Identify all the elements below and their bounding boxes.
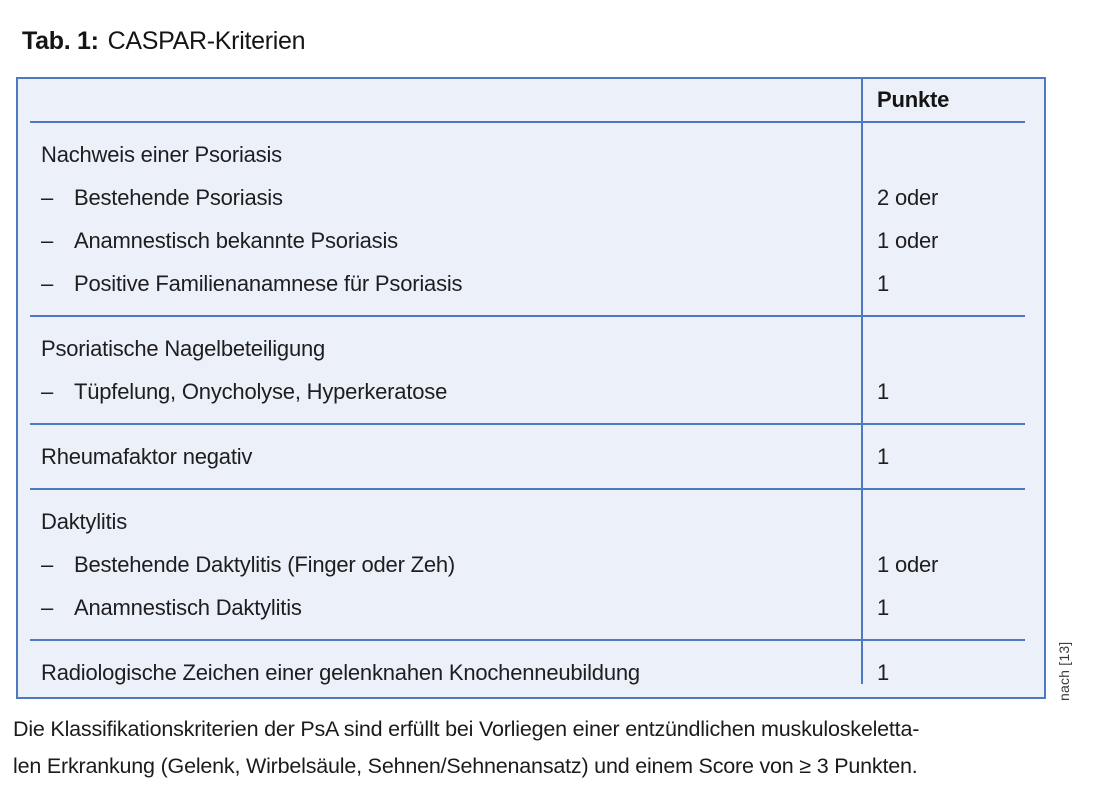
table-section [18, 123, 1044, 315]
table-row [18, 543, 1044, 586]
row-points: 2 oder [877, 184, 939, 210]
table-header-row [18, 79, 1044, 121]
row-label-text: Nachweis einer Psoriasis [41, 141, 282, 167]
row-points: 1 [877, 443, 890, 469]
table-body [18, 123, 1044, 699]
row-label-text: Rheumafaktor negativ [41, 443, 253, 469]
row-label-text: Radiologische Zeichen einer gelenknahen Knochenneubildung [41, 659, 640, 685]
table-row [18, 176, 1044, 219]
row-points: 1 oder [877, 551, 939, 577]
column-divider-line [861, 79, 863, 684]
table-caption [22, 27, 305, 56]
dash-mark: – [41, 378, 54, 404]
row-label-text: Anamnestisch Daktylitis [74, 594, 302, 620]
row-label [18, 379, 861, 405]
table-row [18, 651, 1044, 694]
table-row [18, 586, 1044, 629]
dash-mark: – [41, 184, 54, 210]
dash-mark: – [41, 270, 54, 296]
row-label [18, 185, 861, 211]
table-section [18, 317, 1044, 423]
row-label-text: Psoriatische Nagelbeteiligung [41, 335, 326, 361]
source-note: nach [13] [1056, 641, 1072, 701]
row-label [18, 595, 861, 621]
table-row [18, 435, 1044, 478]
footnote-line-1: Die Klassifikationskriterien der PsA sind erfüllt bei Vorliegen einer entzündlichen muskuloskeletta- [13, 717, 920, 741]
row-label-text: Daktylitis [41, 508, 128, 534]
caspar-criteria-table [16, 77, 1046, 699]
table-caption-title: CASPAR-Kriterien [107, 27, 306, 55]
row-points: 1 [877, 594, 890, 620]
dash-mark: – [41, 551, 54, 577]
table-row [18, 133, 1044, 176]
footnote-line-2: len Erkrankung (Gelenk, Wirbelsäule, Sehnen/Sehnenansatz) und einem Score von ≥ 3 Punkten. [13, 754, 918, 778]
points-column-header: Punkte [877, 87, 950, 112]
row-label [18, 552, 861, 578]
table-row [18, 327, 1044, 370]
table-row [18, 370, 1044, 413]
row-label-text: Anamnestisch bekannte Psoriasis [74, 227, 398, 253]
table-section [18, 425, 1044, 488]
table-row [18, 262, 1044, 305]
row-label [18, 271, 861, 297]
row-points: 1 [877, 659, 890, 685]
row-label [18, 336, 861, 362]
table-section [18, 490, 1044, 639]
row-label [18, 509, 861, 535]
row-label-text: Tüpfelung, Onycholyse, Hyperkeratose [74, 378, 448, 404]
table-caption-number: Tab. 1: [22, 27, 99, 55]
row-points: 1 [877, 270, 890, 296]
dash-mark: – [41, 227, 54, 253]
row-label [18, 142, 861, 168]
row-label-text: Bestehende Psoriasis [74, 184, 283, 210]
row-label [18, 660, 861, 686]
row-label-text: Bestehende Daktylitis (Finger oder Zeh) [74, 551, 456, 577]
row-label [18, 444, 861, 470]
row-points: 1 oder [877, 227, 939, 253]
table-footnote [13, 711, 919, 785]
table-section [18, 641, 1044, 699]
row-label [18, 228, 861, 254]
row-label-text: Positive Familienanamnese für Psoriasis [74, 270, 463, 296]
dash-mark: – [41, 594, 54, 620]
row-points: 1 [877, 378, 890, 404]
table-row [18, 500, 1044, 543]
table-row [18, 219, 1044, 262]
